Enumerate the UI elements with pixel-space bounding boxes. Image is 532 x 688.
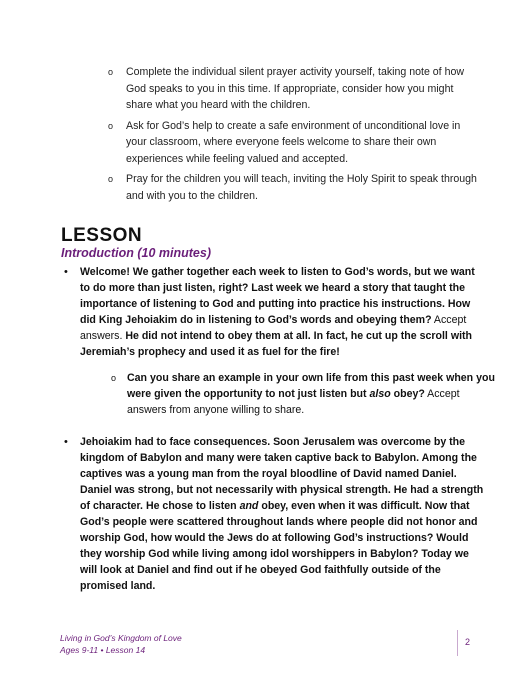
circle-bullet-icon: o [108,120,114,131]
story-emphasis: and [239,500,259,512]
question-text-end: obey? [390,388,425,400]
circle-bullet-icon: o [111,373,117,383]
list-item-text: Complete the individual silent prayer activity yourself, taking note of how God speaks to you in this time. If appropriate, consider how you might share what you heard with the children. [126,66,464,111]
preparation-checklist [108,64,478,208]
circle-bullet-icon: o [108,67,114,77]
list-item [64,264,484,360]
lesson-heading: LESSON [61,225,143,246]
list-item [64,434,484,594]
section-heading: Introduction (10 minutes) [61,246,211,260]
list-item [108,171,478,204]
question-item [111,370,497,418]
story-text: Jehoiakim had to face consequences. Soon Jerusalem was overcome by the kingdom of Babylon and many were taken captive back to Babylon. Among the captives was a young man from the royal bloodline of David named Daniel. Daniel was strong, but not necessarily with physical strength. He had a strength of character. He chose to listen [80,436,484,512]
welcome-text: Welcome! We gather together each week to listen to God’s words, but we want to do more than just listen, right? Last week we heard a story that taught the importance of listening to God and putting into practice his instructions. How did King Jehoiakim do in listening to God’s words and obeying them? [80,266,475,326]
list-item [108,118,478,168]
bullet-icon: • [64,266,68,278]
footer-title: Living in God’s Kingdom of Love [60,633,182,643]
story-list [64,434,484,594]
question-note: Accept answers from anyone willing to share. [127,388,460,416]
list-item-text: Pray for the children you will teach, inviting the Holy Spirit to speak through and with you to the children. [126,173,477,202]
page-number: 2 [465,637,471,647]
scroll-text: He did not intend to obey them at all. In fact, he cut up the scroll with Jeremiah’s prophecy and used it as fuel for the fire! [80,330,473,358]
footer-subtitle: Ages 9-11 • Lesson 14 [60,645,146,655]
list-item-text: Ask for God’s help to create a safe environment of unconditional love in your classroom, where everyone feels welcome to share their own experiences while feeling valued and accepted. [126,119,461,165]
story-text-end: obey, even when it was difficult. Now that God’s people were scattered throughout lands where people did not honor and worship God, how would the Jews do at following God’s instructions? Would they worship God while living among idol worshippers in Babylon? Today we will look at Daniel and find out if he obeyed God faithfully outside of the promised land. [80,500,478,592]
footer [60,632,182,656]
question-emphasis: also [369,388,391,400]
accept-answers-text: Accept answers. [80,314,467,342]
circle-bullet-icon: o [108,174,114,184]
list-item [108,64,478,114]
bullet-icon: • [64,436,68,448]
footer-divider [457,630,458,656]
intro-list [64,264,484,360]
question-text: Can you share an example in your own life from this past week when you were given the opportunity to not just listen but [127,372,495,400]
